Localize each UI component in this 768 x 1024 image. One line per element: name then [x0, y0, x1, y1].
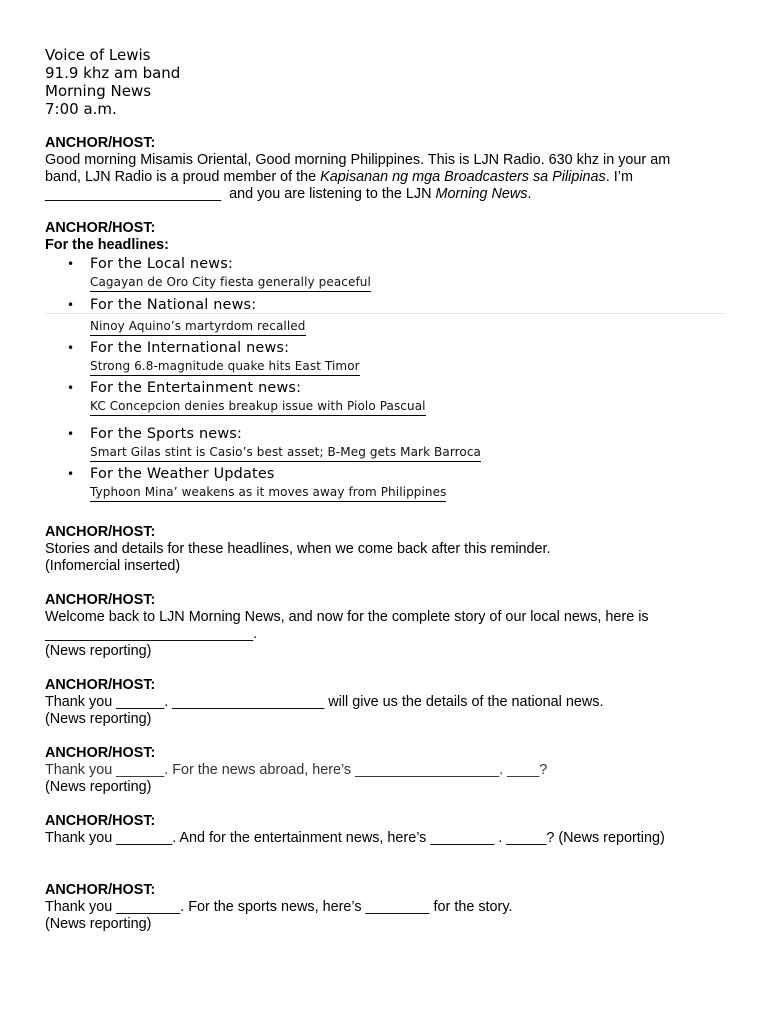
news-script-document: [45, 46, 735, 933]
bullet-icon: •: [67, 257, 75, 271]
segment-line: Thank you ______. ___________________ will give us the details of the national news.: [45, 694, 604, 710]
intro-section: [45, 135, 735, 203]
headline-category: For the National news:: [90, 297, 257, 313]
segment-local: [45, 592, 735, 660]
bullet-icon: •: [67, 381, 75, 395]
bullet-icon: •: [67, 467, 75, 481]
headline-category: For the International news:: [90, 340, 290, 356]
segment-national: [45, 677, 735, 728]
name-blank: ______________________: [45, 186, 222, 202]
headline-entertainment: [45, 378, 735, 418]
segment-line: Thank you ______. For the news abroad, here’s __________________. ____?: [45, 762, 548, 778]
headline-story: Ninoy Aquino’s martyrdom recalled: [90, 319, 306, 336]
segment-line: Welcome back to LJN Morning News, and now for the complete story of our local news, here is: [45, 609, 649, 625]
anchor-label: ANCHOR/HOST:: [45, 813, 156, 829]
intro-text: band, LJN Radio is a proud member of the: [45, 169, 321, 185]
segment-line: (News reporting): [45, 711, 152, 727]
headline-category: For the Entertainment news:: [90, 380, 302, 396]
headlines-section: [45, 220, 735, 504]
headline-category: For the Weather Updates: [90, 466, 275, 482]
station-band: 91.9 khz am band: [45, 64, 181, 82]
bullet-icon: •: [67, 427, 75, 441]
segment-sports: [45, 882, 735, 933]
headline-category: For the Sports news:: [90, 426, 243, 442]
headline-national: [45, 295, 735, 338]
segment-line: Stories and details for these headlines, when we come back after this reminder.: [45, 541, 551, 557]
intro-line-1: Good morning Misamis Oriental, Good morning Philippines. This is LJN Radio. 630 khz in your am: [45, 152, 671, 168]
segment-line: Thank you _______. And for the entertainment news, here’s ________ . _____? (News reporting): [45, 830, 665, 846]
anchor-label: ANCHOR/HOST:: [45, 745, 156, 761]
organization-name: Kapisanan ng mga Broadcasters sa Pilipinas: [320, 169, 606, 185]
segment-international: [45, 745, 735, 796]
anchor-label: ANCHOR/HOST:: [45, 677, 156, 693]
station-name: Voice of Lewis: [45, 46, 151, 64]
segment-line: (Infomercial inserted): [45, 558, 181, 574]
anchor-label: ANCHOR/HOST:: [45, 882, 156, 898]
segment-reminder: [45, 524, 735, 575]
program-name-italic: Morning News: [435, 186, 528, 202]
station-header: [45, 46, 735, 118]
program-name: Morning News: [45, 82, 152, 100]
headlines-heading: For the headlines:: [45, 237, 169, 253]
anchor-label: ANCHOR/HOST:: [45, 524, 156, 540]
segment-line: (News reporting): [45, 643, 152, 659]
headlines-list: [45, 254, 735, 504]
segment-line: __________________________.: [45, 626, 258, 642]
intro-line-2: [45, 169, 735, 186]
headline-story: Strong 6.8-magnitude quake hits East Timor: [90, 359, 360, 376]
anchor-label: ANCHOR/HOST:: [45, 220, 156, 236]
intro-text: .: [527, 186, 532, 202]
bullet-icon: •: [67, 298, 75, 312]
headline-sports: [45, 424, 735, 464]
segment-line: (News reporting): [45, 916, 152, 932]
segment-line: Thank you ________. For the sports news, here’s ________ for the story.: [45, 899, 513, 915]
headline-story: Typhoon Mina’ weakens as it moves away from Philippines: [90, 485, 446, 502]
intro-text: and you are listening to the LJN: [221, 186, 436, 202]
headline-story: Smart Gilas stint is Casio’s best asset; B-Meg gets Mark Barroca: [90, 445, 481, 462]
headline-story: Cagayan de Oro City fiesta generally peaceful: [90, 275, 371, 292]
intro-line-3: [45, 186, 735, 203]
program-time: 7:00 a.m.: [45, 100, 117, 118]
headline-local: [45, 254, 735, 294]
headline-category: For the Local news:: [90, 256, 234, 272]
headline-story: KC Concepcion denies breakup issue with Piolo Pascual: [90, 399, 426, 416]
headline-weather: [45, 464, 735, 504]
intro-text: . I’m: [605, 169, 633, 185]
anchor-label: ANCHOR/HOST:: [45, 592, 156, 608]
segment-line: (News reporting): [45, 779, 152, 795]
segment-entertainment: [45, 813, 735, 847]
bullet-icon: •: [67, 341, 75, 355]
anchor-label: ANCHOR/HOST:: [45, 135, 156, 151]
headline-international: [45, 338, 735, 378]
